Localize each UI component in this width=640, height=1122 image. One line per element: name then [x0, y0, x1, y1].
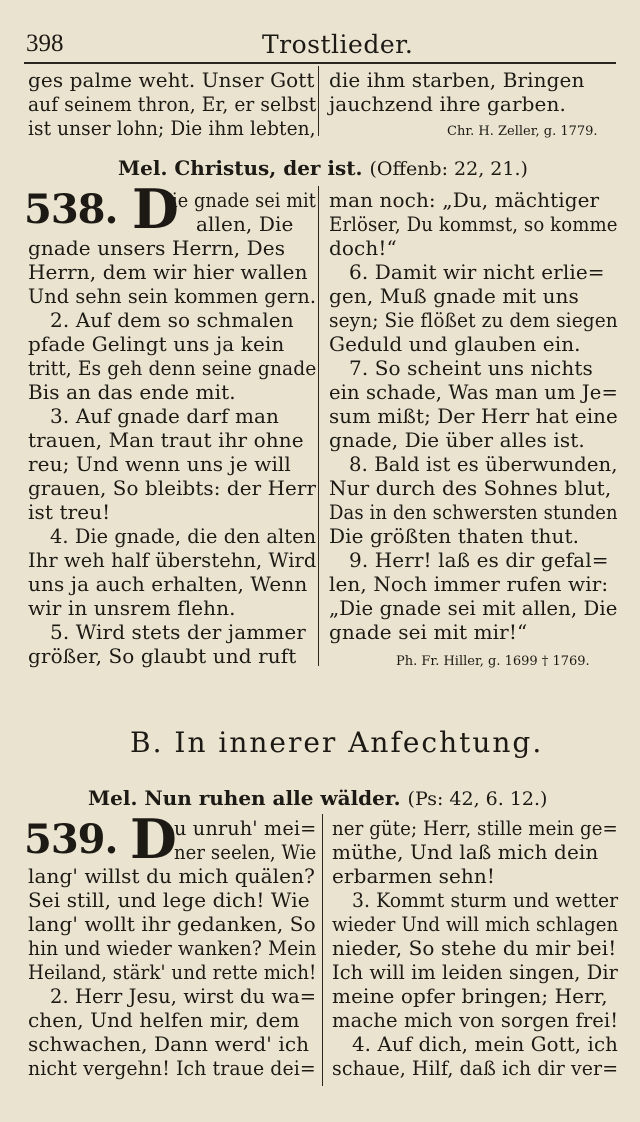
hymn-538-number: 538.	[24, 186, 118, 233]
text-line: hin und wieder wanken? Mein	[28, 936, 317, 960]
text-line: Heiland, stärk' und rette mich!	[28, 960, 317, 984]
hymn-539-number: 539.	[24, 816, 118, 863]
section-heading: B. In innerer Anfechtung.	[130, 726, 544, 759]
text-line: Sei still, und lege dich! Wie	[28, 888, 310, 912]
text-line: mache mich von sorgen frei!	[332, 1008, 619, 1032]
melody-reference: (Ps: 42, 6. 12.)	[407, 788, 548, 810]
text-line: 7. So scheint uns nichts	[349, 356, 593, 380]
column-divider-top	[318, 66, 319, 136]
text-line: lang' willst du mich quälen?	[28, 864, 315, 888]
prev-hymn-attribution: Chr. H. Zeller, g. 1779.	[447, 124, 598, 139]
text-line: 2. Auf dem so schmalen	[50, 308, 294, 332]
text-line: die ihm starben, Bringen	[329, 68, 585, 92]
text-line: schwachen, Dann werd' ich	[28, 1032, 310, 1056]
text-line: uns ja auch erhalten, Wenn	[28, 572, 308, 596]
hymn-538-dropcap: D	[132, 177, 179, 241]
text-line: 4. Die gnade, die den alten	[50, 524, 317, 548]
text-line: reu; Und wenn uns je will	[28, 452, 291, 476]
text-line: auf seinem thron, Er, er selbst	[28, 92, 317, 116]
text-line: 2. Herr Jesu, wirst du wa=	[50, 984, 317, 1008]
text-line: seyn; Sie flößet zu dem siegen	[329, 308, 618, 332]
column-divider-539	[322, 814, 323, 1086]
text-line: ie gnade sei mit	[172, 188, 316, 212]
text-line: Nur durch des Sohnes blut,	[329, 476, 612, 500]
text-line: gen, Muß gnade mit uns	[329, 284, 579, 308]
text-line: größer, So glaubt und ruft	[28, 644, 297, 668]
text-line: ges palme weht. Unser Gott	[28, 68, 315, 92]
header-rule	[24, 62, 616, 64]
text-line: Herrn, dem wir hier wallen	[28, 260, 308, 284]
text-line: ist treu!	[28, 500, 111, 524]
text-line: müthe, Und laß mich dein	[332, 840, 599, 864]
text-line: Ihr weh half überstehn, Wird	[28, 548, 317, 572]
text-line: 5. Wird stets der jammer	[50, 620, 306, 644]
running-title: Trostlieder.	[262, 30, 414, 59]
text-line: ist unser lohn; Die ihm lebten,	[28, 116, 316, 140]
text-line: Bis an das ende mit.	[28, 380, 236, 404]
text-line: len, Noch immer rufen wir:	[329, 572, 609, 596]
text-line: ner güte; Herr, stille mein ge=	[332, 816, 618, 840]
text-line: Geduld und glauben ein.	[329, 332, 581, 356]
text-line: u unruh' mei=	[174, 816, 317, 840]
melody-label: Mel. Christus, der ist.	[118, 156, 363, 180]
text-line: grauen, So bleibts: der Herr	[28, 476, 317, 500]
hymn-538-attribution: Ph. Fr. Hiller, g. 1699 † 1769.	[396, 654, 590, 669]
text-line: Ich will im leiden singen, Dir	[332, 960, 618, 984]
text-line: 3. Auf gnade darf man	[50, 404, 280, 428]
text-line: gnade sei mit mir!“	[329, 620, 528, 644]
page-number: 398	[26, 30, 64, 57]
text-line: chen, Und helfen mir, dem	[28, 1008, 300, 1032]
text-line: „Die gnade sei mit allen, Die	[329, 596, 618, 620]
text-line: ein schade, Was man um Je=	[329, 380, 618, 404]
text-line: trauen, Man traut ihr ohne	[28, 428, 304, 452]
text-line: 6. Damit wir nicht erlie=	[349, 260, 605, 284]
text-line: nieder, So stehe du mir bei!	[332, 936, 617, 960]
text-line: jauchzend ihre garben.	[329, 92, 566, 116]
text-line: allen, Die	[196, 212, 294, 236]
text-line: lang' wollt ihr gedanken, So	[28, 912, 316, 936]
text-line: nicht vergehn! Ich traue dei=	[28, 1056, 316, 1080]
text-line: gnade unsers Herrn, Des	[28, 236, 286, 260]
text-line: schaue, Hilf, daß ich dir ver=	[332, 1056, 619, 1080]
melody-reference: (Offenb: 22, 21.)	[369, 158, 528, 180]
text-line: wir in unsrem flehn.	[28, 596, 236, 620]
column-divider-538	[318, 186, 319, 666]
text-line: doch!“	[329, 236, 397, 260]
text-line: gnade, Die über alles ist.	[329, 428, 585, 452]
text-line: 3. Kommt sturm und wetter	[352, 888, 619, 912]
text-line: sum mißt; Der Herr hat eine	[329, 404, 618, 428]
text-line: tritt, Es geh denn seine gnade	[28, 356, 317, 380]
text-line: Die größten thaten thut.	[329, 524, 580, 548]
text-line: wieder Und will mich schlagen	[332, 912, 619, 936]
text-line: meine opfer bringen; Herr,	[332, 984, 608, 1008]
hymn-539-dropcap: D	[130, 807, 177, 871]
text-line: Und sehn sein kommen gern.	[28, 284, 317, 308]
hymn-538-melody	[118, 156, 528, 180]
text-line: man noch: „Du, mächtiger	[329, 188, 600, 212]
text-line: ner seelen, Wie	[174, 840, 317, 864]
text-line: Das in den schwersten stunden	[329, 500, 618, 524]
text-line: 4. Auf dich, mein Gott, ich	[352, 1032, 618, 1056]
text-line: Erlöser, Du kommst, so komme	[329, 212, 618, 236]
text-line: 8. Bald ist es überwunden,	[349, 452, 618, 476]
text-line: pfade Gelingt uns ja kein	[28, 332, 285, 356]
text-line: 9. Herr! laß es dir gefal=	[349, 548, 609, 572]
melody-label: Mel. Nun ruhen alle wälder.	[88, 786, 401, 810]
text-line: erbarmen sehn!	[332, 864, 496, 888]
